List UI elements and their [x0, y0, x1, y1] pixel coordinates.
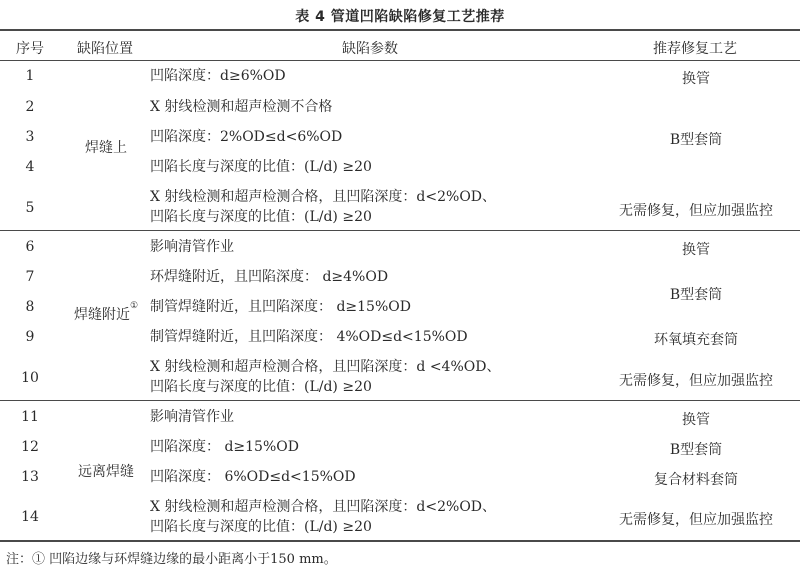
header-no: 序号 — [16, 41, 44, 57]
row-number: 11 — [21, 409, 39, 425]
row-number: 5 — [25, 200, 35, 216]
row-number: 6 — [25, 239, 35, 255]
group-divider — [0, 400, 800, 401]
row-parameter: 凹陷深度：d≥6%OD — [150, 68, 286, 84]
table-footnote: 注：① 凹陷边缘与环焊缝边缘的最小距离小于150 mm。 — [6, 552, 337, 567]
row-repair: 无需修复，但应加强监控 — [619, 373, 773, 389]
row-parameter-line2: 凹陷长度与深度的比值：(L/d) ≥20 — [150, 519, 372, 535]
row-parameter: 影响清管作业 — [150, 409, 234, 425]
row-number: 8 — [25, 299, 35, 315]
table-title: 表 4 管道凹陷缺陷修复工艺推荐 — [295, 9, 505, 25]
row-parameter: X 射线检测和超声检测合格，且凹陷深度：d<2%OD、 — [150, 189, 497, 205]
row-repair: B型套筒 — [669, 132, 723, 148]
group-label: 远离焊缝 — [78, 464, 134, 480]
row-parameter: 凹陷深度：2%OD≤d<6%OD — [150, 129, 343, 145]
row-repair: 无需修复，但应加强监控 — [619, 203, 773, 219]
header-repair: 推荐修复工艺 — [653, 41, 737, 57]
row-parameter-line2: 凹陷长度与深度的比值：(L/d) ≥20 — [150, 379, 372, 395]
row-parameter: X 射线检测和超声检测合格，且凹陷深度：d<2%OD、 — [150, 499, 497, 515]
row-parameter: 凹陷深度： d≥15%OD — [150, 439, 299, 455]
row-repair: B型套筒 — [669, 442, 723, 458]
row-number: 10 — [21, 370, 39, 386]
header-rule — [0, 60, 800, 61]
row-number: 14 — [21, 509, 39, 525]
group-label: 焊缝上 — [85, 140, 127, 156]
row-number: 12 — [21, 439, 39, 455]
row-parameter: X 射线检测和超声检测不合格 — [150, 99, 333, 115]
row-parameter: 影响清管作业 — [150, 239, 234, 255]
row-repair: 换管 — [682, 242, 710, 258]
row-repair: 无需修复，但应加强监控 — [619, 512, 773, 528]
row-number: 13 — [21, 469, 39, 485]
row-number: 1 — [25, 68, 35, 84]
row-parameter: 凹陷长度与深度的比值：(L/d) ≥20 — [150, 159, 372, 175]
row-number: 9 — [25, 329, 35, 345]
row-parameter-line2: 凹陷长度与深度的比值：(L/d) ≥20 — [150, 209, 372, 225]
row-parameter: 环焊缝附近，且凹陷深度： d≥4%OD — [150, 269, 389, 285]
group-divider — [0, 230, 800, 231]
row-repair: 换管 — [682, 71, 710, 87]
bottom-rule — [0, 540, 800, 542]
row-parameter: 凹陷深度： 6%OD≤d<15%OD — [150, 469, 356, 485]
row-number: 7 — [25, 269, 35, 285]
row-number: 2 — [25, 99, 35, 115]
header-position: 缺陷位置 — [77, 41, 133, 57]
row-parameter: 制管焊缝附近，且凹陷深度： d≥15%OD — [150, 299, 411, 315]
row-repair: 复合材料套筒 — [654, 472, 738, 488]
header-parameters: 缺陷参数 — [342, 41, 398, 57]
row-number: 4 — [25, 159, 35, 175]
row-repair: B型套筒 — [669, 287, 723, 303]
group-label: 焊缝附近① — [73, 301, 139, 323]
row-repair: 环氧填充套筒 — [654, 332, 738, 348]
row-parameter: X 射线检测和超声检测合格，且凹陷深度：d <4%OD、 — [150, 359, 501, 375]
row-parameter: 制管焊缝附近，且凹陷深度： 4%OD≤d<15%OD — [150, 329, 468, 345]
row-repair: 换管 — [682, 412, 710, 428]
top-rule — [0, 29, 800, 31]
row-number: 3 — [25, 129, 35, 145]
